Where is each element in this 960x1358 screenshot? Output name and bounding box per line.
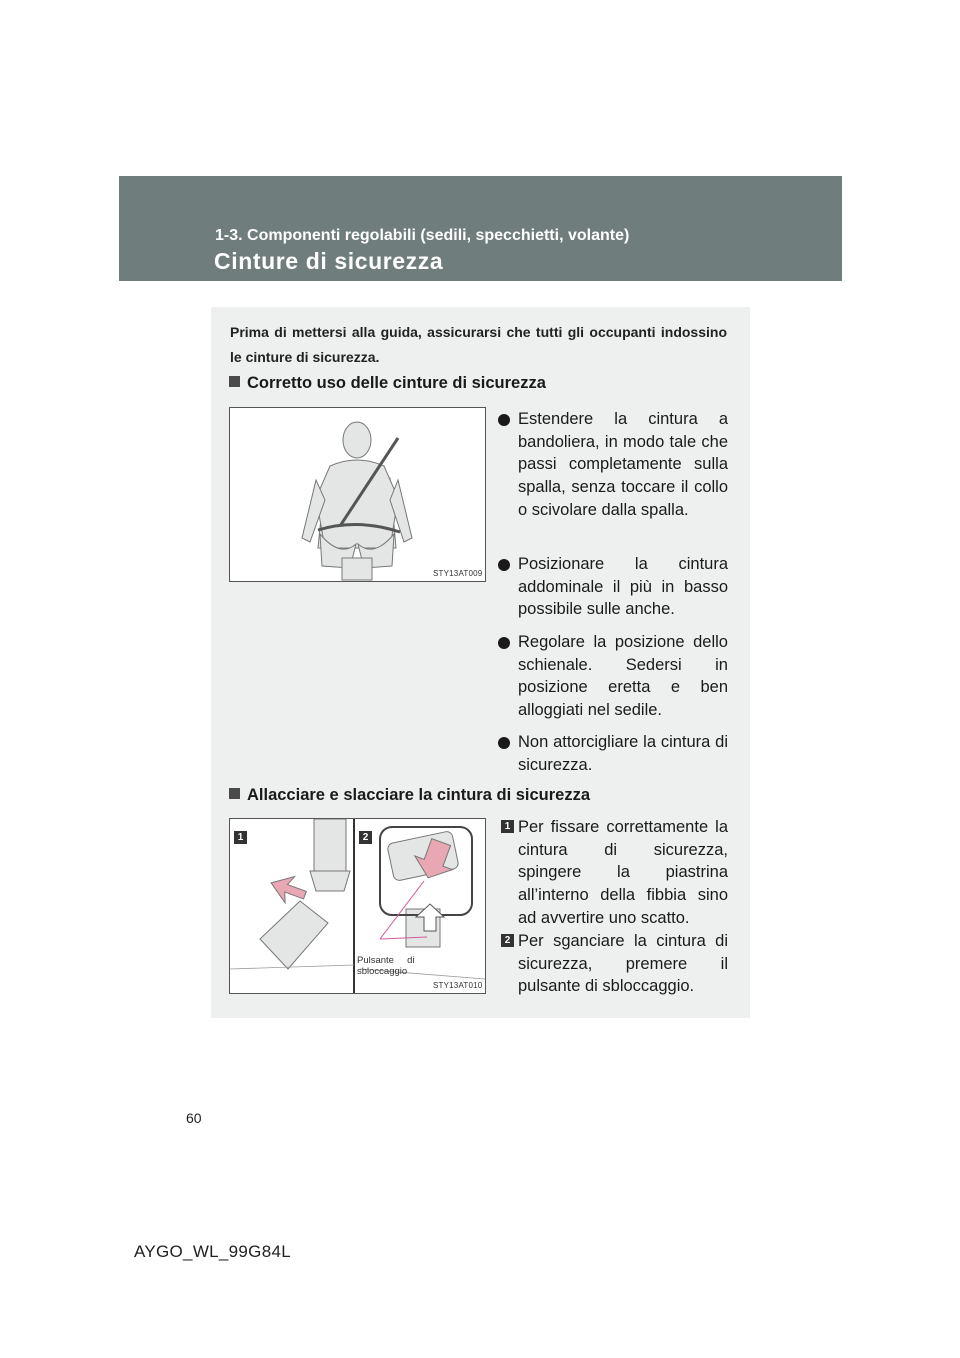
bullet-dot-icon [498, 637, 510, 649]
square-bullet-icon [229, 788, 240, 799]
chapter-header [119, 176, 842, 281]
figure-code: STY13AT009 [433, 569, 483, 578]
heading-correct-use: Corretto uso delle cinture di sicurezza [229, 374, 546, 393]
bullet-item: Regolare la posizione dello schienale. Sedersi in posizione eretta e ben alloggiati nel sedile. [498, 631, 728, 722]
page-title: Cinture di sicurezza [214, 248, 444, 274]
seated-person-illustration [230, 408, 485, 581]
intro-line-1: Prima di mettersi alla guida, assicurarsi che tutti gli occupanti [230, 324, 656, 340]
figure-label-2: 2 [359, 831, 372, 844]
bullet-item: Posizionare la cintura addominale il più in basso possibile sulle anche. [498, 553, 728, 621]
figure-buckle [229, 818, 486, 994]
square-bullet-icon [229, 376, 240, 387]
bullet-item: Non attorcigliare la cintura di sicurezza. [498, 731, 728, 776]
heading-fasten-unfasten: Allacciare e slacciare la cintura di sicurezza [229, 786, 590, 805]
bullet-dot-icon [498, 559, 510, 571]
release-button-callout: Pulsante di sbloccaggio [357, 955, 415, 977]
step-number-badge: 2 [501, 934, 514, 947]
document-code: AYGO_WL_99G84L [134, 1242, 291, 1261]
page-number: 60 [186, 1110, 202, 1126]
section-title: 1-3. Componenti regolabili (sedili, specchietti, volante) [215, 227, 630, 244]
bullet-dot-icon [498, 737, 510, 749]
step-number-badge: 1 [501, 820, 514, 833]
figure-label-1: 1 [234, 831, 247, 844]
intro-line-2: indossino le cinture di sicurezza. [230, 324, 728, 365]
bullet-dot-icon [498, 414, 510, 426]
bullet-item: Estendere la cintura a bandoliera, in modo tale che passi completamente sulla spalla, senza toccare il collo o scivolare dalla spalla. [498, 408, 728, 522]
step-item: 1 Per fissare correttamente la cintura di sicurezza, spingere la piastrina all’interno della fibbia sino ad avvertire uno scatto. [501, 816, 728, 930]
figure-code: STY13AT010 [433, 981, 483, 990]
figure-seatbelt-usage [229, 407, 486, 582]
intro-text [230, 320, 727, 370]
step-item: 2 Per sganciare la cintura di sicurezza, premere il pulsante di sbloccaggio. [501, 930, 728, 998]
